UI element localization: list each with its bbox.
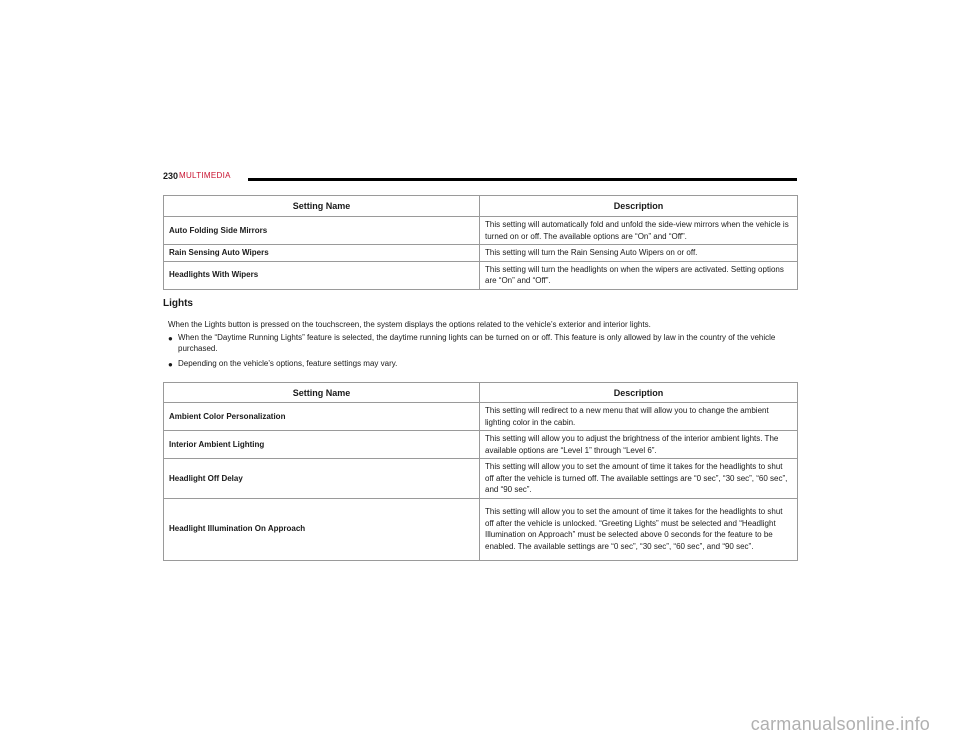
table-row bbox=[164, 217, 798, 245]
lights-intro-text: When the Lights button is pressed on the touchscreen, the system displays the options related to the vehicle’s exterior and interior lights. bbox=[168, 320, 651, 329]
watermark-text: carmanualsonline.info bbox=[750, 714, 930, 734]
header-rule bbox=[248, 178, 797, 181]
lights-bullet-list bbox=[168, 332, 797, 373]
list-item bbox=[168, 358, 797, 369]
setting-description-cell: This setting will allow you to adjust the brightness of the interior ambient lights. The available options are “Level 1” through “Level 6”. bbox=[480, 431, 798, 459]
setting-name-cell: Interior Ambient Lighting bbox=[164, 431, 480, 459]
bullet-icon: ● bbox=[168, 334, 173, 343]
setting-description-cell: This setting will allow you to set the amount of time it takes for the headlights to shut off after the vehicle is turned off. The available settings are “0 sec”, “30 sec”, “60 sec”, and “90 sec”. bbox=[480, 459, 798, 499]
column-header-setting-name: Setting Name bbox=[164, 383, 480, 403]
table-row bbox=[164, 431, 798, 459]
table-row bbox=[164, 498, 798, 560]
setting-name-cell: Rain Sensing Auto Wipers bbox=[164, 245, 480, 262]
setting-name-cell: Headlight Illumination On Approach bbox=[164, 498, 480, 560]
column-header-description: Description bbox=[480, 196, 798, 217]
bullet-text: When the “Daytime Running Lights” feature is selected, the daytime running lights can be turned on or off. This feature is only allowed by law in the country of the vehicle purchased. bbox=[178, 333, 776, 353]
bullet-text: Depending on the vehicle’s options, feature settings may vary. bbox=[178, 359, 398, 368]
setting-description-cell: This setting will automatically fold and unfold the side-view mirrors when the vehicle is turned on or off. The available options are “On” and “Off”. bbox=[480, 217, 798, 245]
setting-name-cell: Ambient Color Personalization bbox=[164, 403, 480, 431]
settings-table-general bbox=[163, 195, 798, 290]
table-row bbox=[164, 459, 798, 499]
list-item bbox=[168, 332, 797, 354]
setting-description-cell: This setting will redirect to a new menu that will allow you to change the ambient lighting color in the cabin. bbox=[480, 403, 798, 431]
setting-description-cell: This setting will turn the Rain Sensing Auto Wipers on or off. bbox=[480, 245, 798, 262]
table-row bbox=[164, 403, 798, 431]
column-header-setting-name: Setting Name bbox=[164, 196, 480, 217]
lights-heading: Lights bbox=[163, 298, 193, 309]
table-row bbox=[164, 245, 798, 262]
page-header bbox=[163, 171, 797, 185]
table-header-row bbox=[164, 383, 798, 403]
page-number: 230 bbox=[163, 171, 179, 181]
setting-description-cell: This setting will turn the headlights on when the wipers are activated. Setting options are “On” and “Off”. bbox=[480, 261, 798, 289]
table-row bbox=[164, 261, 798, 289]
section-title: MULTIMEDIA bbox=[179, 171, 231, 180]
table-header-row bbox=[164, 196, 798, 217]
setting-name-cell: Headlights With Wipers bbox=[164, 261, 480, 289]
setting-name-cell: Headlight Off Delay bbox=[164, 459, 480, 499]
bullet-icon: ● bbox=[168, 360, 173, 369]
setting-name-cell: Auto Folding Side Mirrors bbox=[164, 217, 480, 245]
settings-table-lights bbox=[163, 382, 798, 561]
column-header-description: Description bbox=[480, 383, 798, 403]
setting-description-cell: This setting will allow you to set the amount of time it takes for the headlights to shut off after the vehicle is unlocked. “Greeting Lights” must be selected and “Headlight Illumination on Approach” must be selected above 0 seconds for the feature to be enabled. The available settings are “0 sec”, “30 sec”, “60 sec”, and “90 sec”. bbox=[480, 498, 798, 560]
